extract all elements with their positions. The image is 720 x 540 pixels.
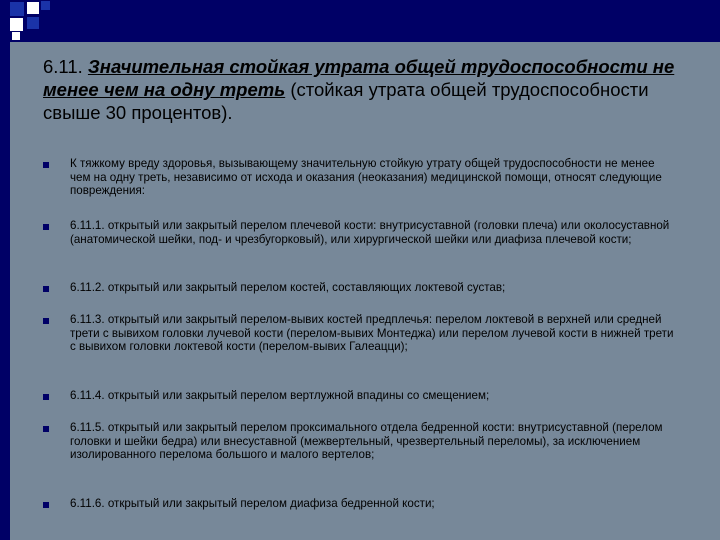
top-accent-bar [0, 0, 720, 42]
square-bullet-icon [43, 162, 49, 168]
square-bullet-icon [43, 286, 49, 292]
list-item-text: 6.11.5. открытый или закрытый перелом проксимального отдела бедренной кости: внутрисуставной (перелом головки и шейки бедра) или внесуставной (межвертельный, чрезвертельный переломы), за исключением изолированного перелома большого и малого вертелов; [70, 421, 663, 462]
title-suffix: (стойкая утрата общей трудоспособности свыше 30 процентов). [43, 79, 649, 123]
square-bullet-icon [43, 394, 49, 400]
decor-square-icon [10, 2, 24, 16]
square-bullet-icon [43, 318, 49, 324]
title-emphasis: Значительная стойкая утрата общей трудоспособности не менее чем на одну треть [43, 56, 675, 100]
list-item-text: 6.11.1. открытый или закрытый перелом плечевой кости: внутрисуставной (головки плеча) или околосуставной (анатомической шейки, под- и чрезбугорковый), или хирургической шейки или диафиза плечевой кости; [70, 219, 670, 246]
list-item-text: 6.11.2. открытый или закрытый перелом костей, составляющих локтевой сустав; [70, 281, 506, 294]
decor-square-icon [10, 18, 23, 31]
square-bullet-icon [43, 224, 49, 230]
slide-title [43, 55, 683, 124]
left-accent-bar [0, 0, 10, 540]
decor-square-icon [12, 32, 20, 40]
decor-square-icon [27, 2, 39, 14]
decor-square-icon [27, 17, 39, 29]
list-item-text: 6.11.4. открытый или закрытый перелом вертлужной впадины со смещением; [70, 389, 490, 402]
list-item-text: 6.11.6. открытый или закрытый перелом диафиза бедренной кости; [70, 497, 435, 510]
list-item-text: 6.11.3. открытый или закрытый перелом-вывих костей предплечья: перелом локтевой в верхней или средней трети с вывихом головки лучевой кости (перелом-вывих Монтеджа) или перелом лучевой кости в нижней трети с вывихом головки локтевой кости (перелом-вывих Галеацци); [70, 313, 674, 354]
square-bullet-icon [43, 426, 49, 432]
decor-square-icon [41, 1, 50, 10]
square-bullet-icon [43, 502, 49, 508]
list-item-text: К тяжкому вреду здоровья, вызывающему значительную стойкую утрату общей трудоспособности не менее чем на одну треть, независимо от исхода и оказания (неоказания) медицинской помощи, относят следующие повреждения: [70, 157, 662, 198]
title-prefix: 6.11. [43, 56, 88, 77]
